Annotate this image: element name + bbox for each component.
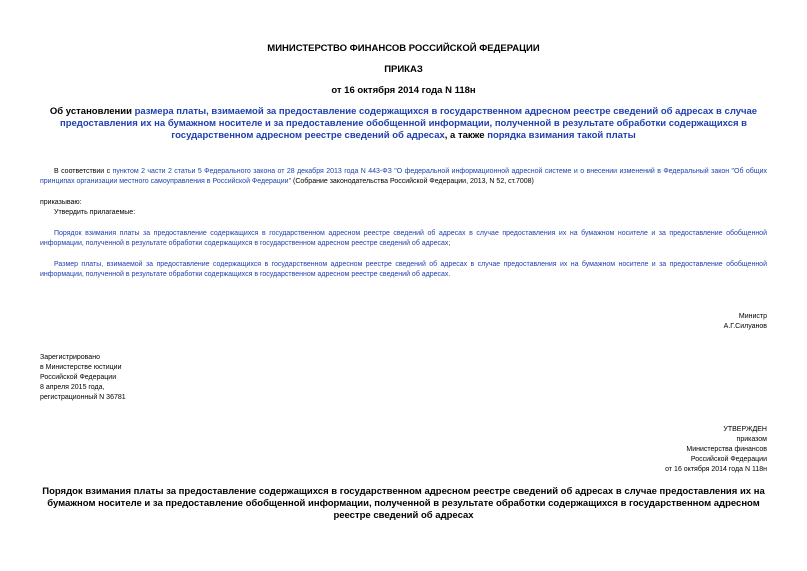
title-middle: , а также	[444, 130, 488, 141]
approved-item-fee-link[interactable]: Размер платы, взимаемой за предоставление содержащихся в государственном адресном реестре сведений об адресах в случае предоставления их на бумажном носителе и за предоставление обобщенной информации, полученной в результате обработки содержащихся в государственном адресном реестре сведений об адресах.	[40, 261, 767, 278]
approved-line-2: приказом	[736, 436, 767, 443]
registration-line-1: Зарегистрировано	[40, 354, 100, 361]
basis-prefix: В соответствии с	[54, 168, 113, 175]
registration-line-2: в Министерстве юстиции	[40, 364, 122, 371]
approved-item-procedure-link[interactable]: Порядок взимания платы за предоставление содержащихся в государственном адресном реестре сведений об адресах в случае предоставления их на бумажном носителе и за предоставление обобщенной информации, полученной в результате обработки содержащихся в государственном адресном реестре сведений об адресах;	[40, 230, 767, 247]
approved-line-4: Российской Федерации	[690, 456, 767, 463]
signature-name: А.Г.Силуанов	[723, 323, 767, 330]
title-link-fee-procedure[interactable]: порядка взимания такой платы	[487, 130, 636, 141]
order-prikazyvayu: приказываю:	[40, 199, 82, 206]
title-prefix: Об установлении	[49, 106, 135, 117]
doc-type-heading: ПРИКАЗ	[384, 64, 423, 75]
annex-title: Порядок взимания платы за предоставление содержащихся в государственном адресном реестре сведений об адресах в случае предоставления их на бумажном носителе и за предоставление обобщенной информации, полученной в результате обработки содержащихся в государственном адресном реестре сведений об адресах	[42, 486, 765, 521]
approved-line-5: от 16 октября 2014 года N 118н	[665, 466, 767, 473]
order-date: от 16 октября 2014 года N 118н	[331, 85, 476, 96]
approved-line-1: УТВЕРЖДЕН	[723, 426, 767, 433]
approved-line-3: Министерства финансов	[686, 446, 767, 453]
signature-position: Министр	[738, 313, 767, 320]
registration-line-5: регистрационный N 36781	[40, 394, 126, 401]
title-link-fee-size[interactable]: размера платы, взимаемой за предоставление содержащихся в государственном адресном реестре сведений об адресах в случае предоставления их на бумажном носителе и за предоставление обобщенной информации, полученной в результате обработки содержащихся в государственном адресном реестре сведений об адресах	[59, 106, 758, 141]
registration-line-4: 8 апреля 2015 года,	[40, 384, 105, 391]
basis-law-link[interactable]: пунктом 2 части 2 статьи 5 Федерального закона от 28 декабря 2013 года N 443-ФЗ "О федеральной информационной адресной системе и о внесении изменений в Федеральный закон "Об общих принципах организации местного самоуправления в Российской Федерации"	[40, 168, 767, 185]
document-title	[40, 106, 767, 142]
legal-basis-paragraph	[40, 167, 767, 187]
registration-line-3: Российской Федерации	[40, 374, 117, 381]
order-approve-line: Утвердить прилагаемые:	[54, 209, 136, 216]
basis-suffix: (Собрание законодательства Российской Федерации, 2013, N 52, ст.7008)	[291, 178, 534, 185]
ministry-heading: МИНИСТЕРСТВО ФИНАНСОВ РОССИЙСКОЙ ФЕДЕРАЦИИ	[267, 43, 540, 54]
